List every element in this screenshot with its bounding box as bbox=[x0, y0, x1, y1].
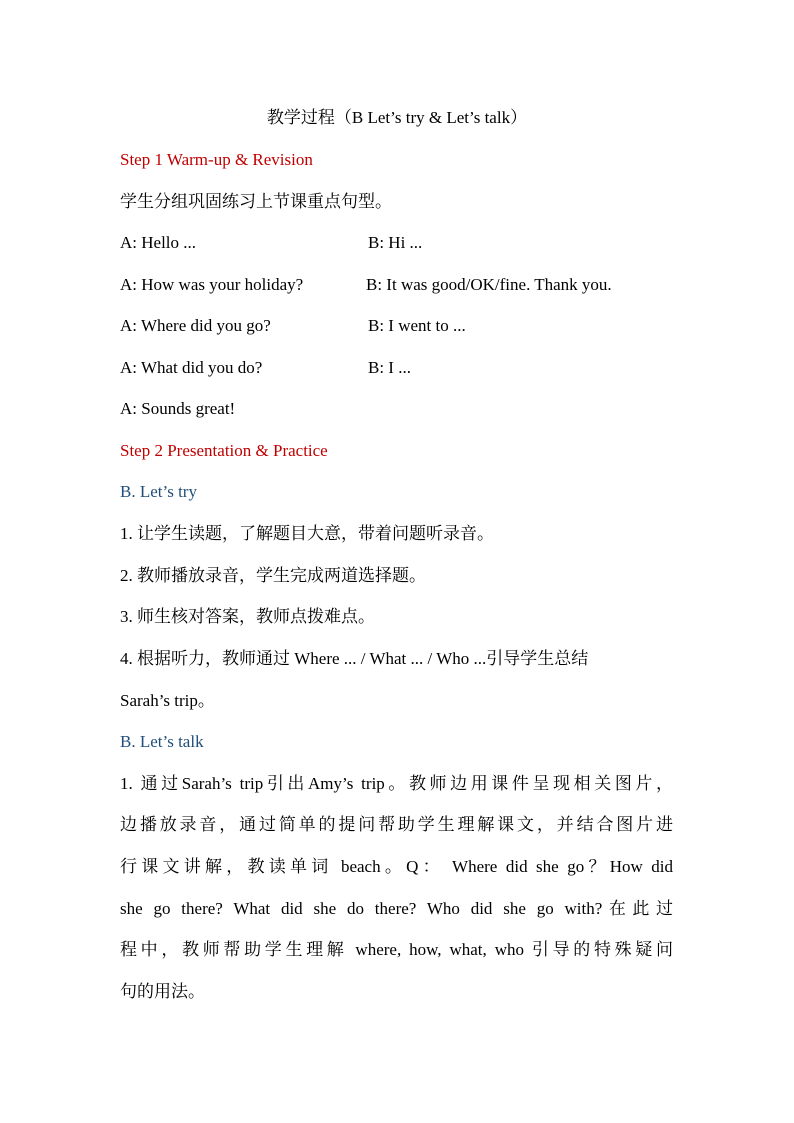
try-item-1: 1. 让学生读题，了解题目大意，带着问题听录音。 bbox=[120, 524, 494, 543]
dialogue-b-1: B: Hi ... bbox=[368, 233, 423, 252]
step2-heading: Step 2 Presentation & Practice bbox=[120, 441, 328, 460]
lets-talk-heading: B. Let’s talk bbox=[120, 732, 204, 751]
try-item-3: 3. 师生核对答案，教师点拨难点。 bbox=[120, 607, 375, 626]
dialogue-a-3: A: Where did you go? bbox=[120, 316, 271, 335]
try-item-4: 4. 根据听力，教师通过 Where ... / What ... / Who ...引导学生总结 bbox=[120, 649, 589, 668]
dialogue-b-2: B: It was good/OK/fine. Thank you. bbox=[366, 275, 612, 294]
dialogue-b-4: B: I ... bbox=[368, 358, 411, 377]
step1-heading: Step 1 Warm-up & Revision bbox=[120, 150, 313, 169]
talk-line-3: 行课文讲解，教读单词 beach。Q： Where did she go？How did bbox=[120, 857, 673, 876]
lets-try-heading: B. Let’s try bbox=[120, 482, 197, 501]
dialogue-a-5: A: Sounds great! bbox=[120, 399, 236, 418]
talk-line-2: 边播放录音，通过简单的提问帮助学生理解课文，并结合图片进 bbox=[120, 815, 673, 834]
talk-line-4: she go there? What did she do there? Who did she go with?在此过 bbox=[120, 899, 673, 918]
talk-line-1: 1. 通过Sarah’s trip引出Amy’s trip。教师边用课件呈现相关图片， bbox=[120, 774, 673, 793]
talk-line-5: 程中，教师帮助学生理解 where, how, what, who 引导的特殊疑问 bbox=[120, 940, 673, 959]
dialogue-a-1: A: Hello ... bbox=[120, 233, 197, 252]
step1-intro: 学生分组巩固练习上节课重点句型。 bbox=[120, 192, 392, 211]
try-item-4-cont: Sarah’s trip。 bbox=[120, 691, 215, 710]
page-title: 教学过程（B Let’s try & Let’s talk） bbox=[266, 108, 528, 127]
try-item-2: 2. 教师播放录音，学生完成两道选择题。 bbox=[120, 566, 426, 585]
dialogue-a-4: A: What did you do? bbox=[120, 358, 263, 377]
dialogue-a-2: A: How was your holiday? bbox=[120, 275, 304, 294]
dialogue-b-3: B: I went to ... bbox=[368, 316, 466, 335]
talk-line-6: 句的用法。 bbox=[120, 982, 205, 1001]
